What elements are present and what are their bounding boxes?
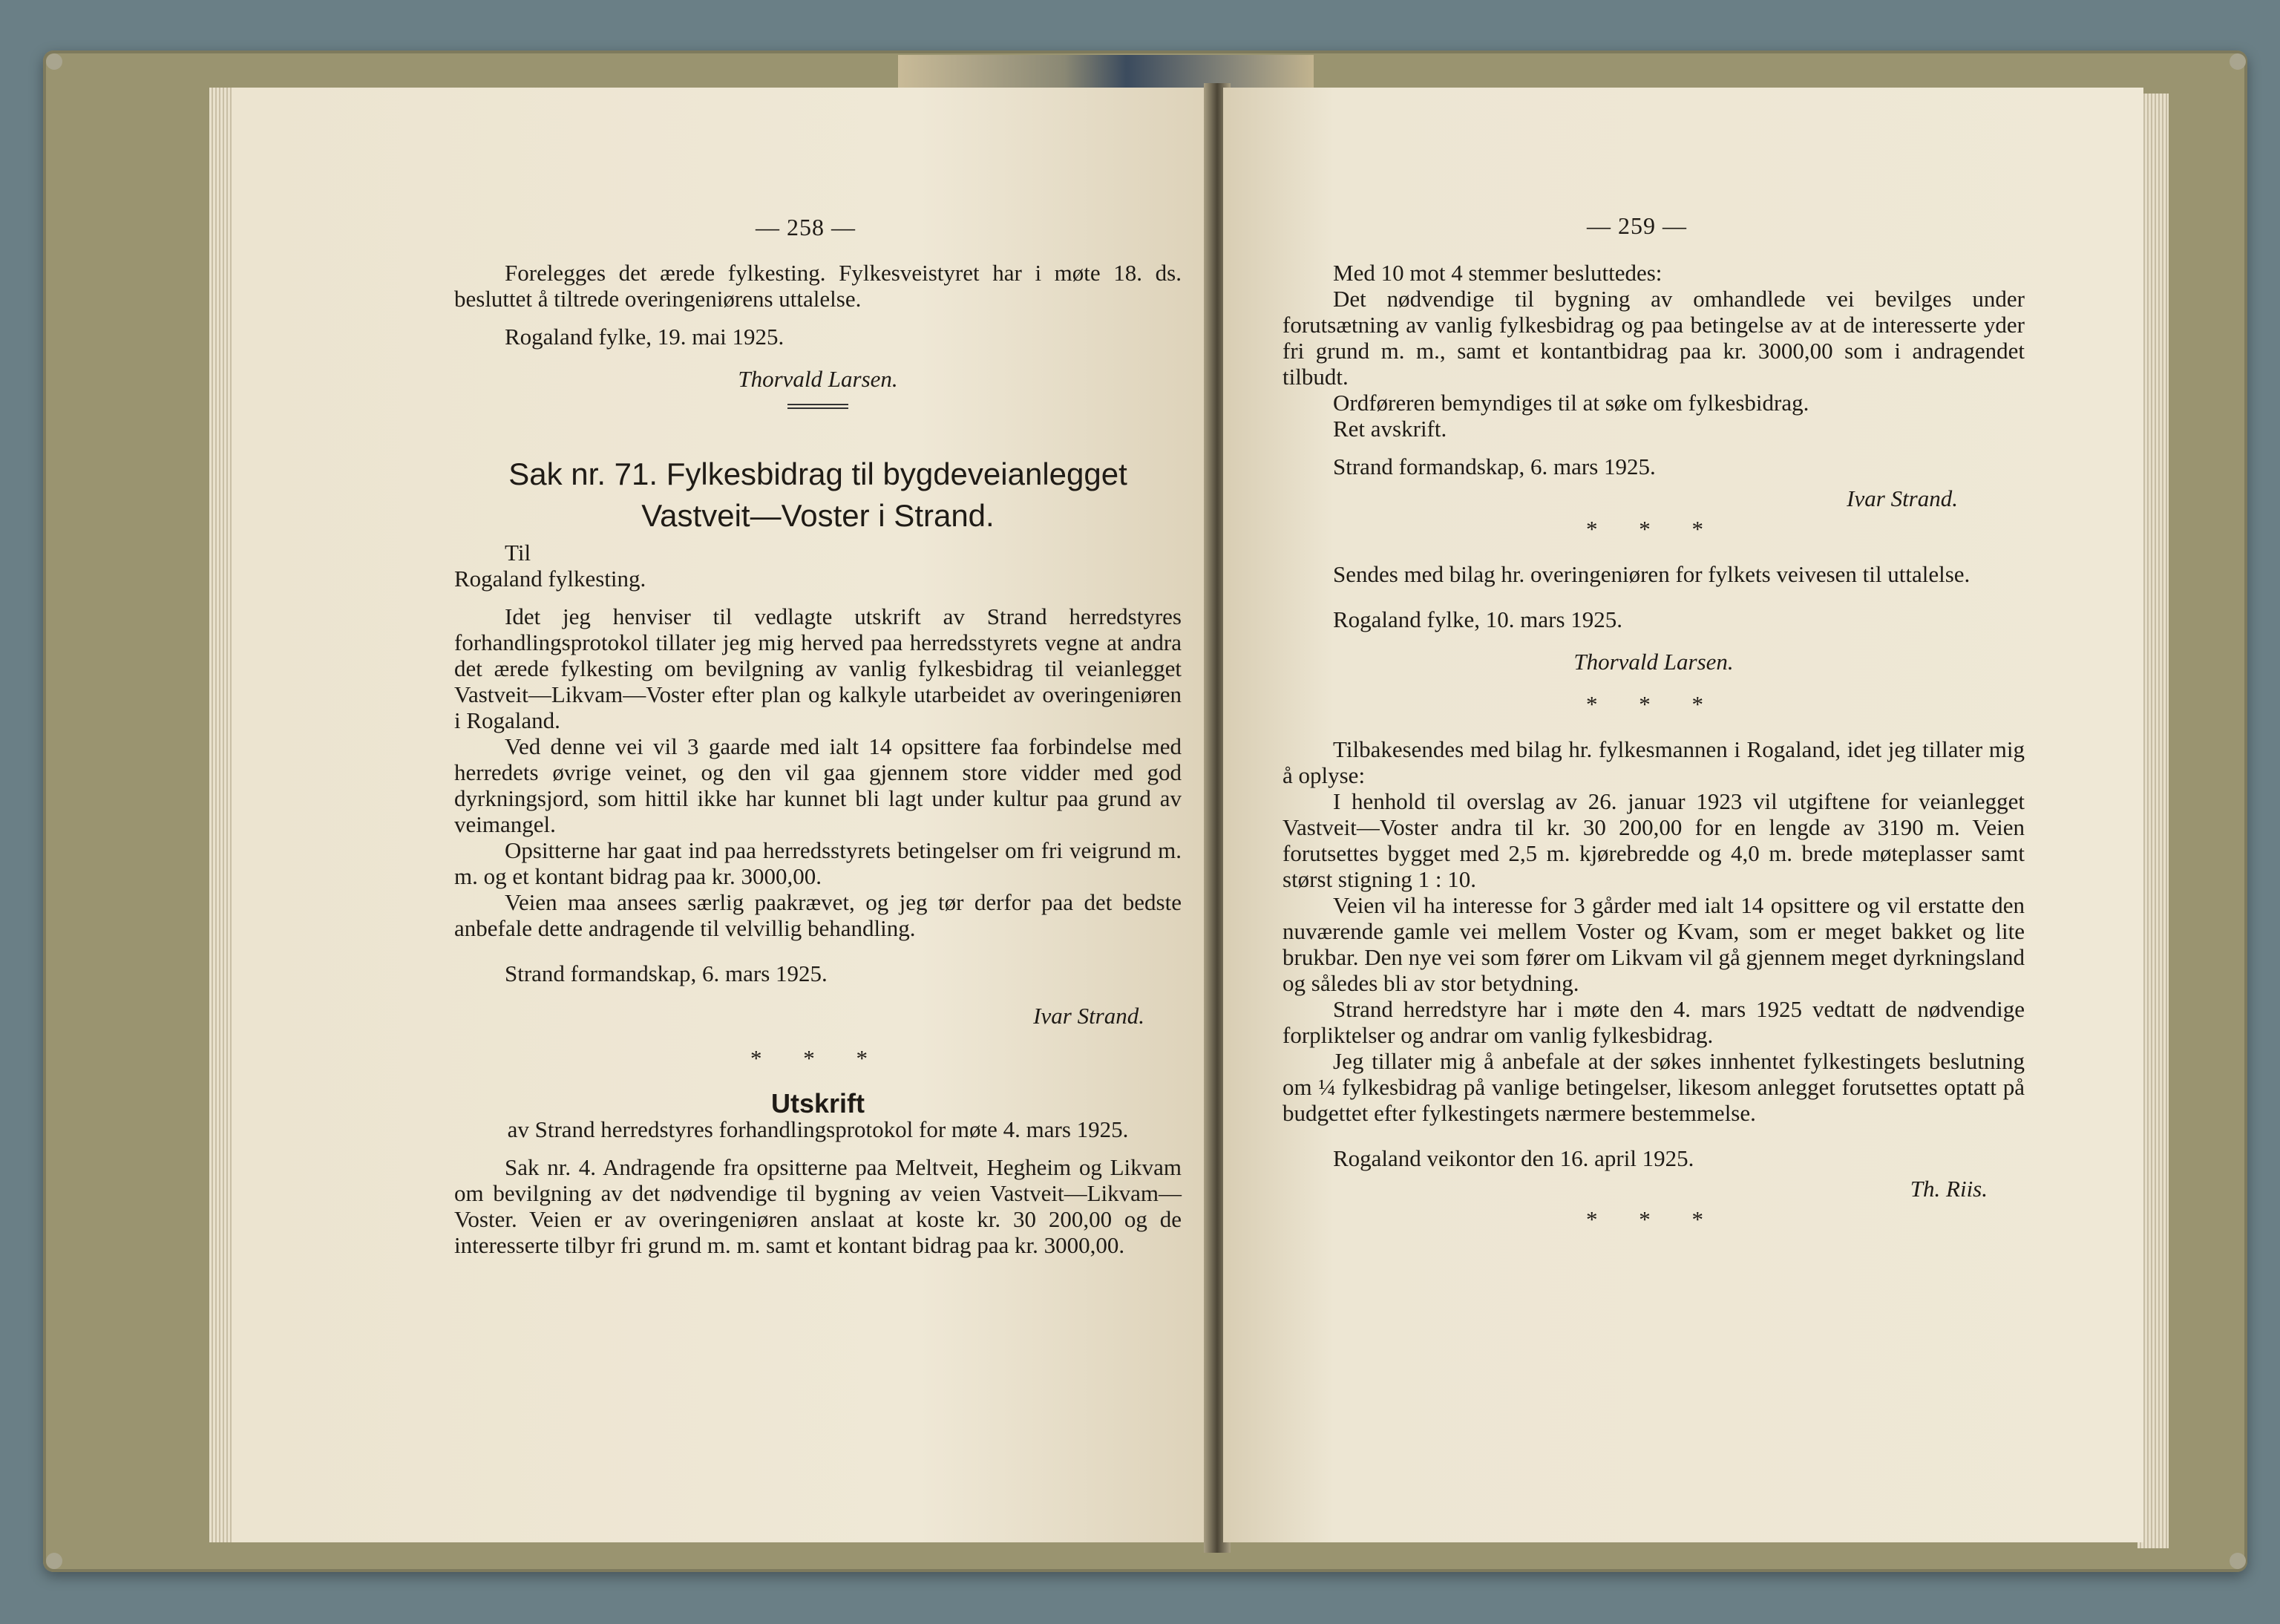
body-paragraph: I henhold til overslag av 26. januar 1923 vil utgiftene for veianlegget Vastveit—Voster andra til kr. 30 200,00 for en lengde av 3190 m. Veien forutsettes bygget med 2,5 m. kjørebredde og 4,0 m. brede møteplasser samt størst stigning 1 : 10. xyxy=(1282,788,2025,892)
place-date: Strand formandskap, 6. mars 1925. xyxy=(505,960,828,986)
page-edges-left xyxy=(209,88,235,1542)
double-rule xyxy=(787,404,848,409)
utskrift-title: Utskrift xyxy=(770,1088,865,1119)
body-paragraph: Strand herredstyre har i møte den 4. mars 1925 vedtatt de nødvendige forpliktelser og andrar om vanlig fylkesbidrag. xyxy=(1282,996,2025,1048)
sendes-paragraph: Sendes med bilag hr. overingeniøren for fylkets veivesen til uttalelse. xyxy=(1333,561,1971,587)
cover-corner xyxy=(46,1553,62,1569)
left-page-text xyxy=(454,260,1182,1258)
intro-paragraph: Forelegges det ærede fylkesting. Fylkesveistyret har i møte 18. ds. besluttet å tiltrede overingeniørens uttalelse. xyxy=(454,260,1182,312)
mayor-line: Ordføreren bemyndiges til at søke om fylkesbidrag. xyxy=(1333,390,1809,416)
utskrift-subtitle: av Strand herredstyres forhandlingsprotokol for møte 4. mars 1925. xyxy=(507,1116,1129,1142)
right-page xyxy=(1223,88,2143,1542)
signature: Thorvald Larsen. xyxy=(1573,649,1734,675)
body-paragraph: Ved denne vei vil 3 gaarde med ialt 14 opsittere faa forbindelse med herredets øvrige veinet, og den vil gaa gjennem store vidder med god dyrkningsjord, som hittil ikke har kunnet bli lagt under kultur paa grund av veimangel. xyxy=(454,733,1182,837)
place-date: Rogaland fylke, 19. mai 1925. xyxy=(505,324,784,350)
ret-avskrift: Ret avskrift. xyxy=(1333,416,1447,442)
utskrift-body: Sak nr. 4. Andragende fra opsitterne paa Meltveit, Hegheim og Likvam om bevilgning av det nødvendige til bygning av veien Vastveit—Likvam—Voster. Veien er av overingeniøren anslaat at koste kr. 30 200,00 og de interesserte tilbyr fri grund m. m. samt et kontant bidrag paa kr. 3000,00. xyxy=(454,1154,1182,1258)
cover-corner xyxy=(2230,1553,2246,1569)
signature: Thorvald Larsen. xyxy=(738,366,898,392)
separator-stars: * * * xyxy=(1586,516,1721,542)
signature: Ivar Strand. xyxy=(1847,485,1958,511)
headband xyxy=(898,55,1314,89)
address-recipient: Rogaland fylkesting. xyxy=(454,566,646,592)
tilbake-paragraph: Tilbakesendes med bilag hr. fylkesmannen i Rogaland, idet jeg tillater mig å oplyse: xyxy=(1282,736,2025,788)
separator-stars: * * * xyxy=(1586,1206,1721,1232)
place-date: Rogaland fylke, 10. mars 1925. xyxy=(1333,606,1623,632)
place-date: Strand formandskap, 6. mars 1925. xyxy=(1333,454,1656,479)
signature: Th. Riis. xyxy=(1910,1176,1988,1202)
body-paragraph: Veien maa ansees særlig paakrævet, og jeg tør derfor paa det bedste anbefale dette andragende til velvillig behandling. xyxy=(454,889,1182,941)
cover-corner xyxy=(46,53,62,70)
body-paragraph: Opsitterne har gaat ind paa herredsstyrets betingelser om fri veigrund m. m. og et kontant bidrag paa kr. 3000,00. xyxy=(454,837,1182,889)
place-date: Rogaland veikontor den 16. april 1925. xyxy=(1333,1145,1694,1171)
body-paragraph: Veien vil ha interesse for 3 gårder med ialt 14 opsittere og vil erstatte den nuværende gamle vei mellem Voster og Kvam, som er meget bakket og lite brukbar. Den nye vei som fører om Likvam vil gå gjennem meget dyrkningsland og således bli av stor betydning. xyxy=(1282,892,2025,996)
cover-corner xyxy=(2230,53,2246,70)
case-heading: Sak nr. 71. Fylkesbidrag til bygdeveianlegget Vastveit—Voster i Strand. xyxy=(508,456,1127,533)
right-page-text xyxy=(1282,260,2025,1232)
decision-paragraph: Det nødvendige til bygning av omhandlede vei bevilges under forutsætning av vanlig fylkesbidrag og paa betingelse av at de interesserte yder fri grund m. m., samt et kontantbidrag paa kr. 3000,00 som i andragendet tilbudt. xyxy=(1282,286,2025,390)
page-number: — 259 — xyxy=(1587,212,1687,239)
page-number: — 258 — xyxy=(756,214,856,240)
separator-stars: * * * xyxy=(1586,691,1721,717)
body-paragraph: Idet jeg henviser til vedlagte utskrift av Strand herredstyres forhandlingsprotokol tillater jeg mig herved paa herredsstyrets vegne at andra det ærede fylkesting om bevilgning av vanlig fylkesbidrag til veianlegget Vastveit—Likvam—Voster efter plan og kalkyle utarbeidet av overingeniøren i Rogaland. xyxy=(454,603,1182,733)
separator-stars: * * * xyxy=(750,1045,885,1071)
body-paragraph: Jeg tillater mig å anbefale at der søkes innhentet fylkestingets beslutning om ¼ fylkesbidrag på vanlige betingelser, likesom anlegget forutsettes optatt på budgettet efter fylkestingets nærmere bestemmelse. xyxy=(1282,1048,2025,1126)
left-page xyxy=(232,88,1211,1542)
signature: Ivar Strand. xyxy=(1033,1003,1144,1029)
address-til: Til xyxy=(505,540,531,566)
vote-line: Med 10 mot 4 stemmer besluttedes: xyxy=(1333,260,1662,286)
